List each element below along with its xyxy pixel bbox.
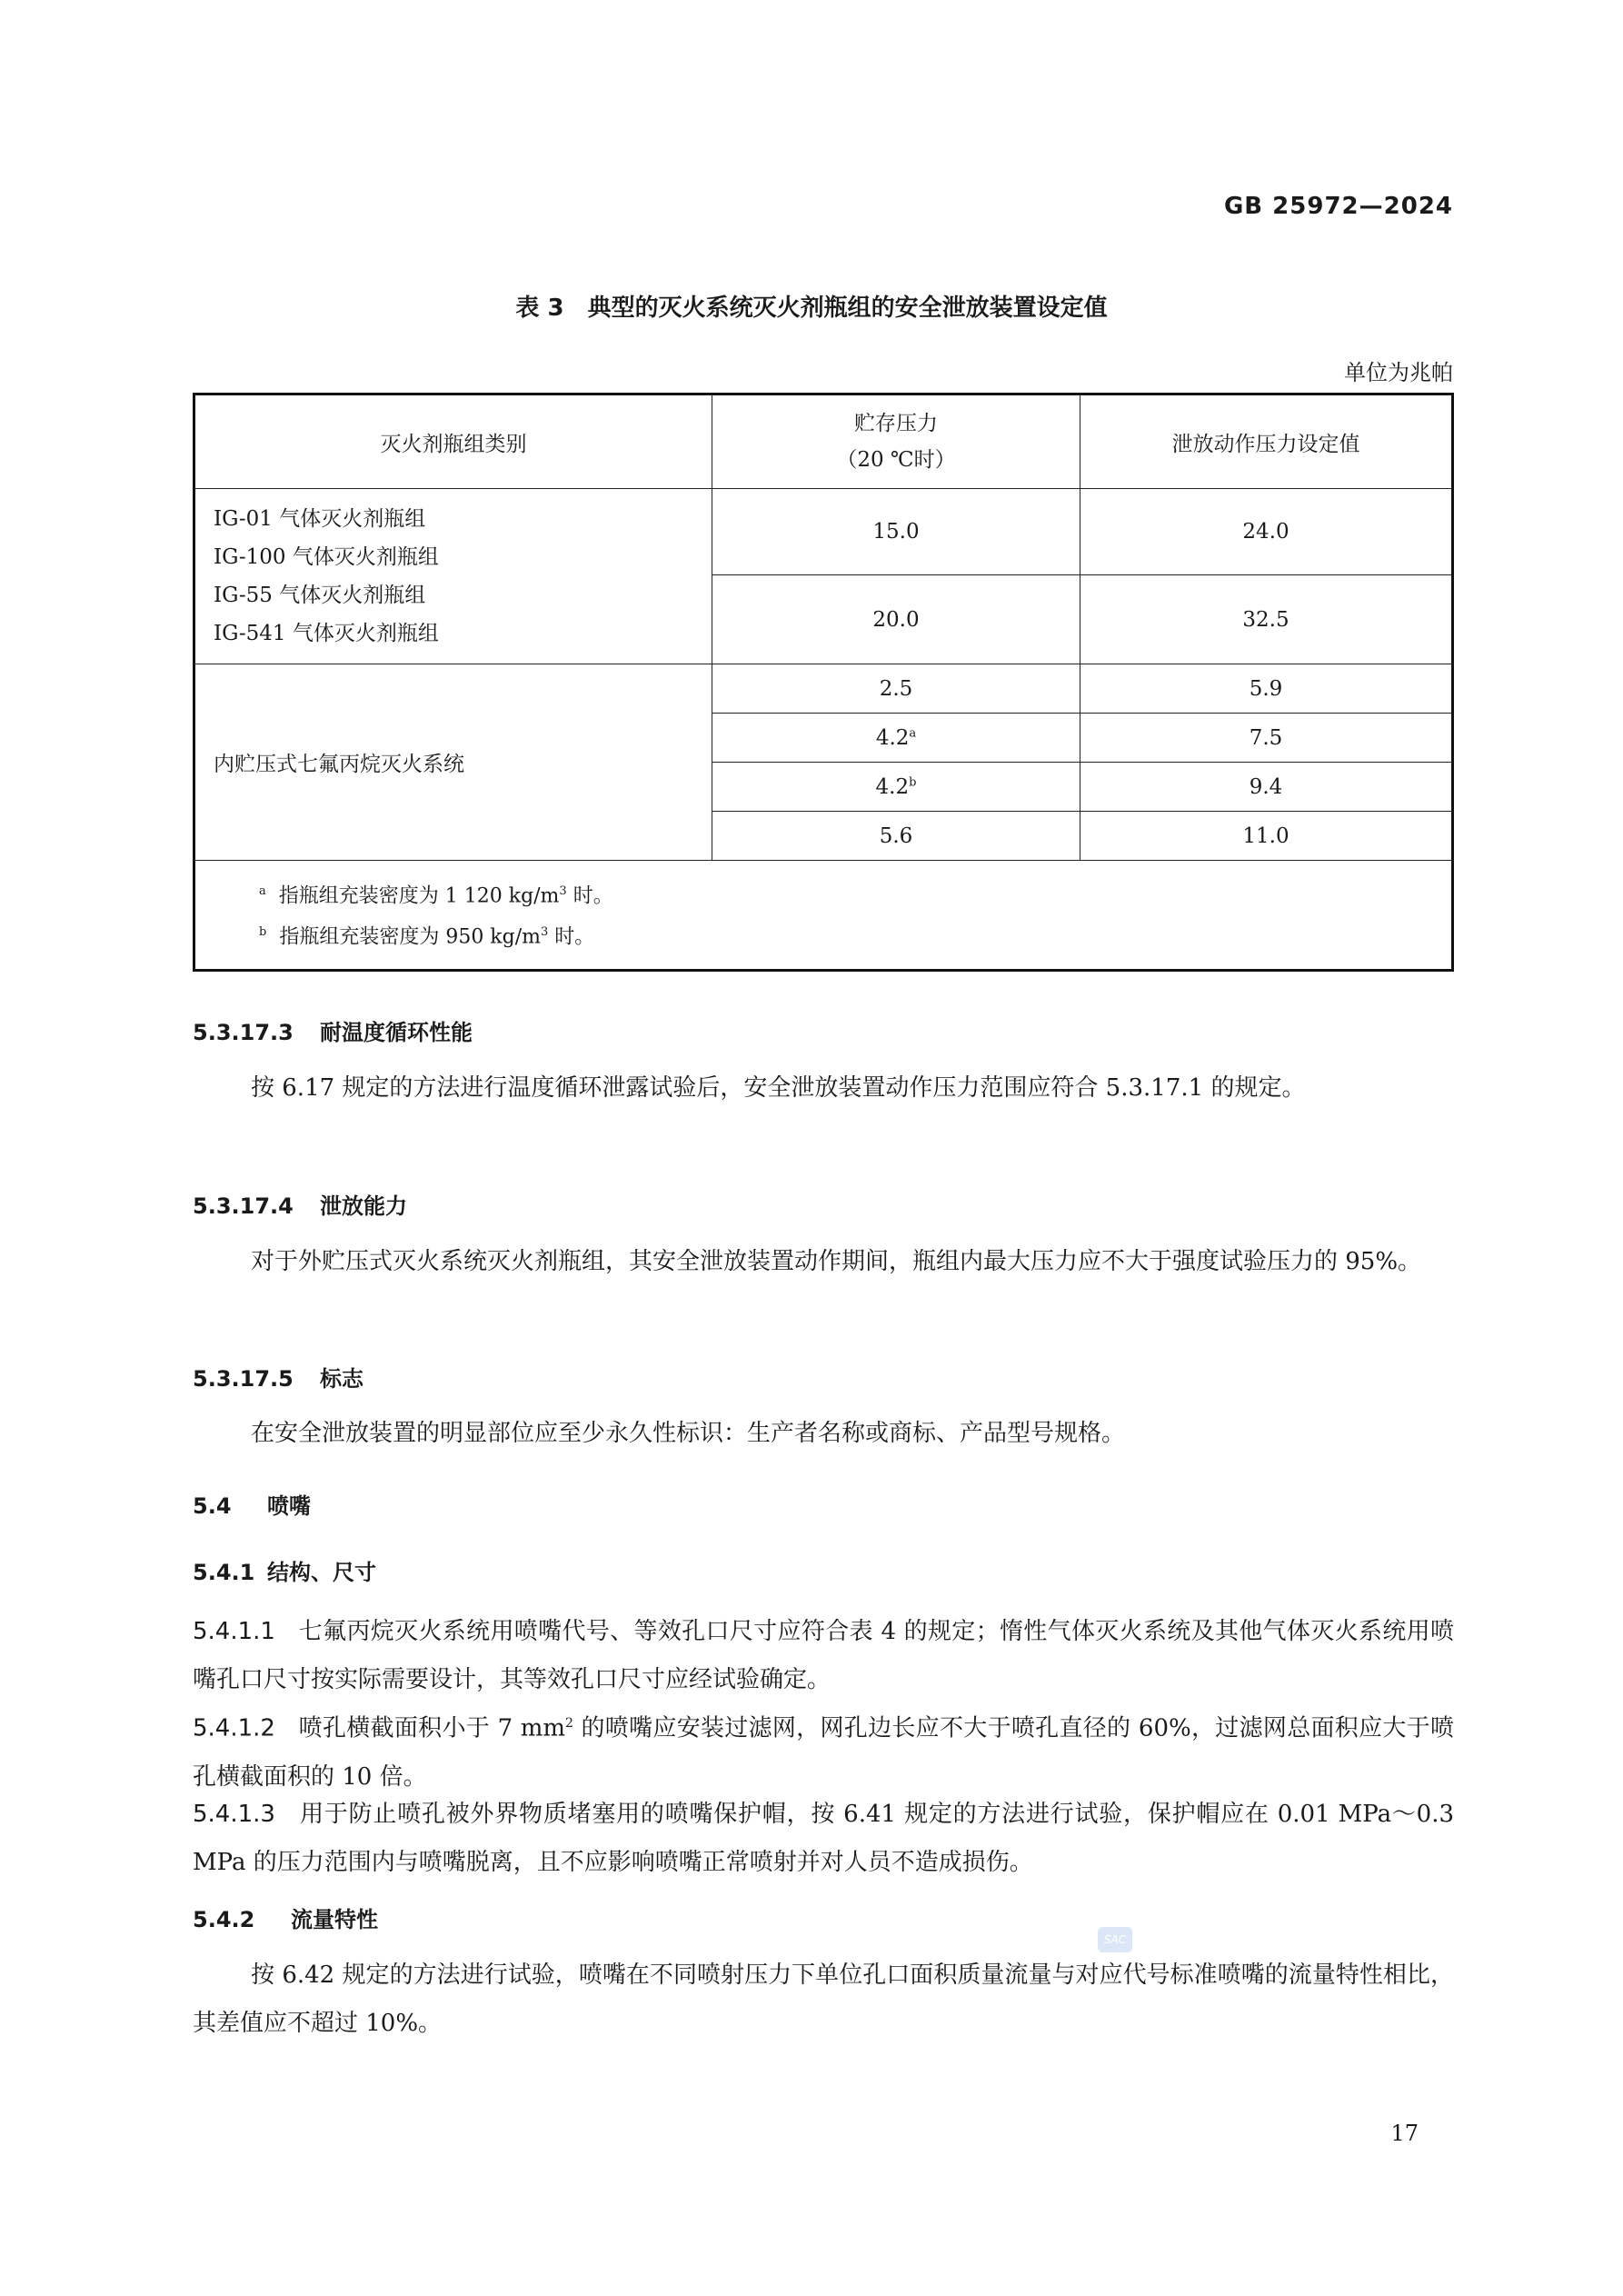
cell-storage: 15.0 <box>712 489 1080 575</box>
cell-storage: 20.0 <box>712 575 1080 664</box>
group2-label: 内贮压式七氟丙烷灭火系统 <box>194 664 712 861</box>
group1-label-line: IG-541 气体灭火剂瓶组 <box>214 622 439 645</box>
section-paragraph: 对于外贮压式灭火系统灭火剂瓶组，其安全泄放装置动作期间，瓶组内最大压力应不大于强度试验压力的 95%。 <box>251 1248 1422 1275</box>
table-notes <box>194 861 1453 971</box>
cell-release: 7.5 <box>1080 714 1453 763</box>
cell-release: 32.5 <box>1080 575 1453 664</box>
section-heading: 5.4.1 结构、尺寸 <box>193 1560 376 1585</box>
section-heading: 5.4.2 流量特性 <box>193 1907 378 1932</box>
page-number: 17 <box>1390 2121 1419 2146</box>
footnote-mark: b <box>909 774 917 789</box>
group1-label-line: IG-100 气体灭火剂瓶组 <box>214 545 439 569</box>
note-b: $^b$ 指瓶组充装密度为 950 $kg/m^3$ 时。 <box>259 925 595 949</box>
cell-release: 11.0 <box>1080 812 1453 861</box>
clause-paragraph: 5.4.1.2 喷孔横截面积小于 7 $mm^2$ 的喷嘴应安装过滤网，网孔边长应不大于喷孔直径的 60%，过滤网总面积应大于喷孔横截面积的 10 倍。 <box>193 1714 1454 1791</box>
cell-release: 24.0 <box>1080 489 1453 575</box>
section-heading: 5.3.17.5 标志 <box>193 1366 363 1392</box>
cell-storage: 5.6 <box>712 812 1080 861</box>
section-paragraph: 在安全泄放装置的明显部位应至少永久性标识：生产者名称或商标、产品型号规格。 <box>251 1420 1126 1447</box>
group1-label <box>194 489 712 664</box>
settings-table <box>193 393 1454 972</box>
cell-storage: 4.2$^a$ <box>712 714 1080 763</box>
group1-label-line: IG-01 气体灭火剂瓶组 <box>214 507 426 531</box>
header-storage-line2: （20 ℃时） <box>836 448 956 472</box>
section-heading: 5.4 喷嘴 <box>193 1493 311 1519</box>
table-title: 表 3 典型的灭火系统灭火剂瓶组的安全泄放装置设定值 <box>515 294 1108 322</box>
header-storage-line1: 贮存压力 <box>854 412 938 435</box>
section-heading: 5.3.17.4 泄放能力 <box>193 1193 407 1219</box>
footnote-mark: a <box>909 725 917 740</box>
cell-storage: 4.2$^b$ <box>712 763 1080 812</box>
clause-paragraph: 5.4.1.3 用于防止喷孔被外界物质堵塞用的喷嘴保护帽，按 6.41 规定的方法进行试验，保护帽应在 0.01 MPa～0.3 MPa 的压力范围内与喷嘴脱离，且不应影响喷嘴正常喷射并对人员不造成损伤。 <box>193 1801 1455 1876</box>
cell-release: 9.4 <box>1080 763 1453 812</box>
note-a: $^a$ 指瓶组充装密度为 1 120 $kg/m^3$ 时。 <box>259 884 613 908</box>
header-release-pressure: 泄放动作压力设定值 <box>1080 394 1453 489</box>
section-paragraph: 按 6.17 规定的方法进行温度循环泄露试验后，安全泄放装置动作压力范围应符合 5.3.17.1 的规定。 <box>251 1074 1306 1102</box>
cell-storage: 2.5 <box>712 664 1080 714</box>
group1-label-line: IG-55 气体灭火剂瓶组 <box>214 584 426 607</box>
sac-watermark: SAC <box>1098 1927 1132 1952</box>
header-storage-pressure <box>712 394 1080 489</box>
standard-code: GB 25972—2024 <box>1223 193 1453 220</box>
table-unit: 单位为兆帕 <box>1344 360 1453 385</box>
clause-paragraph: 5.4.1.1 七氟丙烷灭火系统用喷嘴代号、等效孔口尺寸应符合表 4 的规定；惰性气体灭火系统及其他气体灭火系统用喷嘴孔口尺寸按实际需要设计，其等效孔口尺寸应经试验确定。 <box>193 1618 1455 1693</box>
section-heading: 5.3.17.3 耐温度循环性能 <box>193 1020 473 1045</box>
header-category: 灭火剂瓶组类别 <box>194 394 712 489</box>
cell-release: 5.9 <box>1080 664 1453 714</box>
section-paragraph: 按 6.42 规定的方法进行试验，喷嘴在不同喷射压力下单位孔口面积质量流量与对应代号标准喷嘴的流量特性相比，其差值应不超过 10%。 <box>193 1962 1454 2037</box>
